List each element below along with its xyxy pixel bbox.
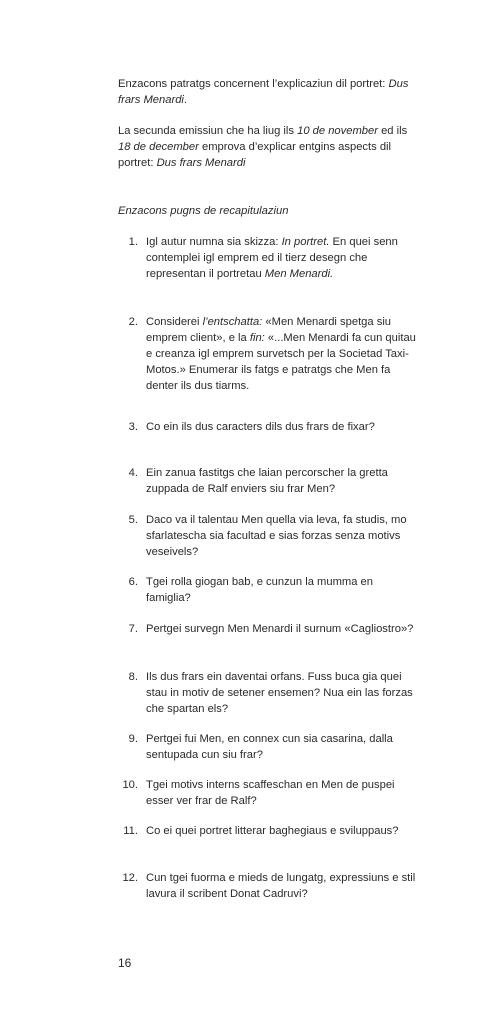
question-number: 9. [128, 733, 138, 745]
question-number: 7. [128, 623, 138, 635]
question-item [118, 777, 418, 809]
intro-paragraph-1: Enzacons patratgs concernent l’explicaziun dil portret: Dus frars Menardi. [118, 78, 409, 106]
page-number: 16 [118, 956, 132, 970]
question-number: 11. [123, 825, 138, 837]
question-number: 5. [128, 514, 138, 526]
question-item [118, 823, 418, 839]
question-item [118, 870, 418, 902]
question-item [118, 419, 418, 435]
question-number: 2. [128, 316, 138, 328]
question-item [118, 669, 418, 717]
question-text: Pertgei survegn Men Menardi il surnum «Cagliostro»? [146, 623, 414, 635]
question-text: Considerei l’entschatta: «Men Menardi spetga siu emprem client», e la fin: «...Men Menardi fa cun quitau e creanza igl emprem survetsch per la Societad Taxi-Motos.» Enumerar ils fatgs e patratgs che Men fa denter ils dus tiarms. [146, 316, 416, 392]
question-item [118, 574, 418, 606]
question-number: 6. [128, 576, 138, 588]
question-text: Ein zanua fastitgs che laian percorscher la gretta zuppada de Ralf enviers siu frar Men? [146, 467, 388, 495]
question-item [118, 621, 418, 637]
question-number: 8. [128, 671, 138, 683]
question-item [118, 465, 418, 497]
question-number: 4. [128, 467, 138, 479]
question-text: Tgei motivs interns scaffeschan en Men de puspei esser ver frar de Ralf? [146, 779, 395, 807]
question-text: Cun tgei fuorma e mieds de lungatg, expressiuns e stil lavura il scribent Donat Cadruvi? [146, 872, 416, 900]
question-number: 12. [122, 872, 138, 884]
question-item [118, 314, 418, 394]
question-text: Ils dus frars ein daventai orfans. Fuss buca gia quei stau in motiv de setener ensemen? Nua ein las forzas che spartan els? [146, 671, 413, 715]
question-item [118, 731, 418, 763]
question-text: Igl autur numna sia skizza: In portret. En quei senn contemplei igl emprem ed il tierz desegn che representan il portretau Men Menardi. [146, 236, 398, 280]
intro-paragraph-2: La secunda emissiun che ha liug ils 10 de november ed ils 18 de december emprova d’explicar entgins aspects dil portret: Dus frars Menardi [118, 125, 408, 169]
question-text: Co ei quei portret litterar baghegiaus e sviluppaus? [146, 825, 399, 837]
question-number: 10. [122, 779, 138, 791]
question-number: 3. [128, 421, 138, 433]
question-text: Tgei rolla giogan bab, e cunzun la mumma en famiglia? [146, 576, 373, 604]
section-heading: Enzacons pugns de recapitulaziun [118, 205, 289, 217]
question-item [118, 512, 418, 560]
question-text: Daco va il talentau Men quella via leva, fa studis, mo sfarlatescha sia facultad e sias forzas senza motivs veseivels? [146, 514, 407, 558]
question-text: Co ein ils dus caracters dils dus frars de fixar? [146, 421, 375, 433]
question-text: Pertgei fui Men, en connex cun sia casarina, dalla sentupada cun siu frar? [146, 733, 393, 761]
question-number: 1. [128, 236, 138, 248]
question-item [118, 234, 418, 282]
